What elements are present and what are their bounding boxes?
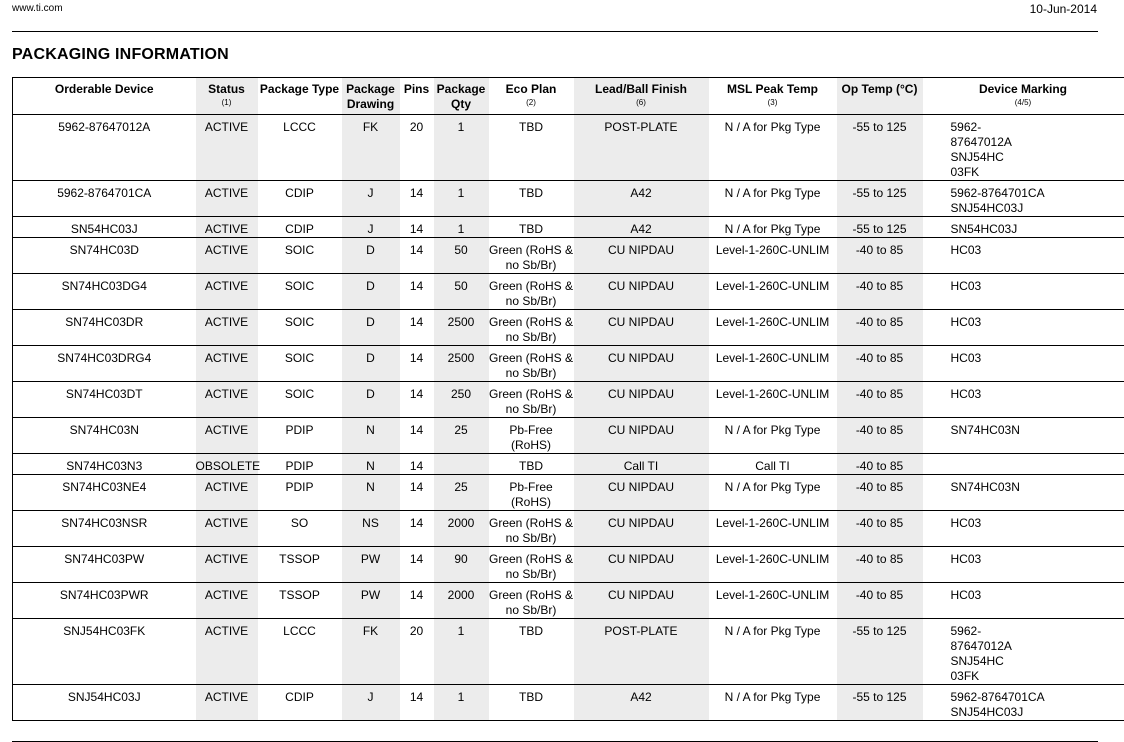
table-row (13, 511, 1124, 547)
device-marking-line: HC03 (950, 315, 982, 329)
eco-plan-cell: Green (RoHS & no Sb/Br) (489, 346, 574, 382)
op-temp-cell: -40 to 85 (837, 475, 923, 511)
device-marking-cell (923, 238, 1124, 274)
qty-cell: 1 (434, 181, 489, 217)
header-rule (12, 31, 1098, 32)
section-title: PACKAGING INFORMATION (12, 46, 229, 63)
column-header-footnote: (6) (636, 98, 646, 107)
op-temp-cell: -40 to 85 (837, 274, 923, 310)
drawing-cell: J (342, 181, 400, 217)
finish-cell: CU NIPDAU (574, 310, 709, 346)
op-temp-cell: -40 to 85 (837, 454, 923, 475)
device-marking-line: 5962- (950, 120, 982, 134)
device-cell: SN74HC03DR (13, 310, 196, 346)
eco-plan-cell: Green (RoHS & no Sb/Br) (489, 583, 574, 619)
status-cell: ACTIVE (196, 238, 258, 274)
qty-cell: 2500 (434, 346, 489, 382)
drawing-cell: N (342, 475, 400, 511)
qty-cell: 2000 (434, 511, 489, 547)
device-marking-line: SN74HC03N (950, 480, 1020, 494)
device-marking-cell (923, 475, 1124, 511)
status-cell: ACTIVE (196, 181, 258, 217)
op-temp-cell: -40 to 85 (837, 238, 923, 274)
drawing-cell: NS (342, 511, 400, 547)
eco-plan-cell: Green (RoHS & no Sb/Br) (489, 547, 574, 583)
pins-cell: 14 (400, 181, 434, 217)
finish-cell: CU NIPDAU (574, 547, 709, 583)
op-temp-cell: -55 to 125 (837, 685, 923, 721)
column-header-package-type (258, 78, 342, 115)
drawing-cell: FK (342, 619, 400, 685)
device-cell: SN74HC03N (13, 418, 196, 454)
eco-plan-cell: TBD (489, 217, 574, 238)
device-marking-line: SNJ54HC03J (950, 705, 1024, 719)
qty-cell: 1 (434, 217, 489, 238)
device-marking-line: SNJ54HC (950, 150, 1004, 164)
pins-cell: 20 (400, 115, 434, 181)
column-header-label: Orderable Device (54, 82, 154, 96)
qty-cell: 25 (434, 418, 489, 454)
eco-plan-cell: Green (RoHS & no Sb/Br) (489, 511, 574, 547)
op-temp-cell: -55 to 125 (837, 181, 923, 217)
device-marking-cell (923, 619, 1124, 685)
table-body (13, 115, 1124, 721)
column-header-pins (400, 78, 434, 115)
table-row (13, 382, 1124, 418)
table-row (13, 454, 1124, 475)
pins-cell: 14 (400, 238, 434, 274)
qty-cell: 25 (434, 475, 489, 511)
column-header-op-temp (837, 78, 923, 115)
qty-cell (434, 454, 489, 475)
op-temp-cell: -40 to 85 (837, 511, 923, 547)
eco-plan-cell: TBD (489, 454, 574, 475)
device-marking-cell (923, 511, 1124, 547)
drawing-cell: D (342, 274, 400, 310)
status-cell: ACTIVE (196, 547, 258, 583)
package-type-cell: SOIC (258, 382, 342, 418)
drawing-cell: FK (342, 115, 400, 181)
table-row (13, 238, 1124, 274)
msl-cell: Level-1-260C-UNLIM (709, 238, 837, 274)
device-cell: SN74HC03DG4 (13, 274, 196, 310)
package-type-cell: CDIP (258, 685, 342, 721)
column-header-footnote: (4/5) (1014, 98, 1032, 107)
status-cell: ACTIVE (196, 115, 258, 181)
device-cell: SN74HC03DRG4 (13, 346, 196, 382)
column-header-orderable-device (13, 78, 196, 115)
package-type-cell: SOIC (258, 274, 342, 310)
drawing-cell: D (342, 310, 400, 346)
msl-cell: Call TI (709, 454, 837, 475)
finish-cell: A42 (574, 685, 709, 721)
msl-cell: Level-1-260C-UNLIM (709, 511, 837, 547)
device-marking-line: HC03 (950, 279, 982, 293)
column-header-label: Package Drawing (346, 82, 395, 111)
device-marking-cell (923, 310, 1124, 346)
msl-cell: Level-1-260C-UNLIM (709, 547, 837, 583)
msl-cell: N / A for Pkg Type (709, 217, 837, 238)
device-cell: SN74HC03PW (13, 547, 196, 583)
status-cell: ACTIVE (196, 382, 258, 418)
device-marking-cell (923, 583, 1124, 619)
drawing-cell: N (342, 418, 400, 454)
device-cell: SN74HC03DT (13, 382, 196, 418)
column-header-lead-ball-finish (574, 78, 709, 115)
device-marking-cell (923, 685, 1124, 721)
msl-cell: N / A for Pkg Type (709, 418, 837, 454)
column-header-label: Op Temp (°C) (841, 82, 918, 96)
eco-plan-cell: Pb-Free (RoHS) (489, 475, 574, 511)
drawing-cell: PW (342, 547, 400, 583)
drawing-cell: J (342, 217, 400, 238)
device-marking-line: SNJ54HC03J (950, 201, 1024, 215)
pins-cell: 14 (400, 583, 434, 619)
finish-cell: POST-PLATE (574, 115, 709, 181)
package-type-cell: TSSOP (258, 583, 342, 619)
op-temp-cell: -40 to 85 (837, 310, 923, 346)
column-header-label: Eco Plan (505, 82, 557, 96)
table-row (13, 346, 1124, 382)
status-cell: ACTIVE (196, 583, 258, 619)
drawing-cell: D (342, 382, 400, 418)
op-temp-cell: -55 to 125 (837, 115, 923, 181)
op-temp-cell: -40 to 85 (837, 382, 923, 418)
packaging-table (12, 77, 1124, 721)
op-temp-cell: -55 to 125 (837, 619, 923, 685)
pins-cell: 14 (400, 511, 434, 547)
msl-cell: Level-1-260C-UNLIM (709, 382, 837, 418)
drawing-cell: J (342, 685, 400, 721)
status-cell: ACTIVE (196, 511, 258, 547)
table-row (13, 685, 1124, 721)
finish-cell: Call TI (574, 454, 709, 475)
status-cell: ACTIVE (196, 346, 258, 382)
pins-cell: 14 (400, 274, 434, 310)
column-header-footnote: (1) (221, 98, 232, 107)
column-header-device-marking (923, 78, 1124, 115)
device-marking-line: SN74HC03N (950, 423, 1020, 437)
device-cell: 5962-8764701CA (13, 181, 196, 217)
package-type-cell: SOIC (258, 310, 342, 346)
op-temp-cell: -40 to 85 (837, 547, 923, 583)
device-marking-line: 03FK (950, 165, 980, 179)
device-marking-line: 5962-8764701CA (950, 690, 1045, 704)
eco-plan-cell: TBD (489, 685, 574, 721)
qty-cell: 250 (434, 382, 489, 418)
finish-cell: A42 (574, 181, 709, 217)
status-cell: ACTIVE (196, 619, 258, 685)
column-header-label: Device Marking (978, 82, 1068, 96)
eco-plan-cell: Green (RoHS & no Sb/Br) (489, 310, 574, 346)
msl-cell: Level-1-260C-UNLIM (709, 310, 837, 346)
qty-cell: 2000 (434, 583, 489, 619)
eco-plan-cell: TBD (489, 115, 574, 181)
table-row (13, 274, 1124, 310)
msl-cell: Level-1-260C-UNLIM (709, 583, 837, 619)
finish-cell: CU NIPDAU (574, 382, 709, 418)
finish-cell: CU NIPDAU (574, 511, 709, 547)
column-header-label: Pins (403, 82, 430, 96)
table-row (13, 310, 1124, 346)
status-cell: ACTIVE (196, 274, 258, 310)
op-temp-cell: -40 to 85 (837, 583, 923, 619)
device-marking-line: SN54HC03J (950, 222, 1018, 236)
status-cell: ACTIVE (196, 310, 258, 346)
qty-cell: 50 (434, 238, 489, 274)
eco-plan-cell: Green (RoHS & no Sb/Br) (489, 382, 574, 418)
device-marking-line: SNJ54HC (950, 654, 1004, 668)
device-cell: SNJ54HC03J (13, 685, 196, 721)
status-cell: ACTIVE (196, 685, 258, 721)
document-date: 10-Jun-2014 (1029, 2, 1097, 16)
package-type-cell: PDIP (258, 454, 342, 475)
drawing-cell: D (342, 238, 400, 274)
package-type-cell: PDIP (258, 418, 342, 454)
device-marking-cell (923, 454, 1124, 475)
device-cell: SN54HC03J (13, 217, 196, 238)
msl-cell: Level-1-260C-UNLIM (709, 346, 837, 382)
status-cell: ACTIVE (196, 217, 258, 238)
pins-cell: 14 (400, 217, 434, 238)
device-cell: SNJ54HC03FK (13, 619, 196, 685)
eco-plan-cell: Green (RoHS & no Sb/Br) (489, 238, 574, 274)
device-cell: SN74HC03D (13, 238, 196, 274)
table-header-row (13, 78, 1124, 115)
column-header-status (196, 78, 258, 115)
finish-cell: CU NIPDAU (574, 346, 709, 382)
eco-plan-cell: TBD (489, 619, 574, 685)
finish-cell: A42 (574, 217, 709, 238)
device-marking-line: 03FK (950, 669, 980, 683)
qty-cell: 1 (434, 115, 489, 181)
finish-cell: CU NIPDAU (574, 418, 709, 454)
qty-cell: 2500 (434, 310, 489, 346)
package-type-cell: LCCC (258, 619, 342, 685)
finish-cell: CU NIPDAU (574, 475, 709, 511)
qty-cell: 50 (434, 274, 489, 310)
pins-cell: 14 (400, 475, 434, 511)
column-header-package-qty (434, 78, 489, 115)
device-cell: 5962-87647012A (13, 115, 196, 181)
device-marking-cell (923, 547, 1124, 583)
pins-cell: 14 (400, 346, 434, 382)
finish-cell: CU NIPDAU (574, 238, 709, 274)
qty-cell: 90 (434, 547, 489, 583)
finish-cell: POST-PLATE (574, 619, 709, 685)
column-header-footnote: (3) (767, 98, 778, 107)
pins-cell: 14 (400, 454, 434, 475)
device-marking-line: HC03 (950, 588, 982, 602)
op-temp-cell: -40 to 85 (837, 418, 923, 454)
column-header-label: Package Type (259, 82, 340, 96)
status-cell: ACTIVE (196, 418, 258, 454)
msl-cell: N / A for Pkg Type (709, 685, 837, 721)
column-header-package-drawing (342, 78, 400, 115)
table-row (13, 181, 1124, 217)
pins-cell: 14 (400, 547, 434, 583)
package-type-cell: CDIP (258, 217, 342, 238)
pins-cell: 14 (400, 685, 434, 721)
device-cell: SN74HC03NSR (13, 511, 196, 547)
column-header-label: Status (208, 82, 245, 96)
column-header-label: Lead/Ball Finish (594, 82, 687, 96)
device-marking-cell (923, 217, 1124, 238)
device-marking-line: HC03 (950, 351, 982, 365)
package-type-cell: PDIP (258, 475, 342, 511)
column-header-eco-plan (489, 78, 574, 115)
msl-cell: N / A for Pkg Type (709, 115, 837, 181)
device-cell: SN74HC03PWR (13, 583, 196, 619)
drawing-cell: D (342, 346, 400, 382)
column-header-msl-peak-temp (709, 78, 837, 115)
column-header-label: MSL Peak Temp (727, 82, 818, 96)
msl-cell: Level-1-260C-UNLIM (709, 274, 837, 310)
op-temp-cell: -55 to 125 (837, 217, 923, 238)
eco-plan-cell: Green (RoHS & no Sb/Br) (489, 274, 574, 310)
table-row (13, 115, 1124, 181)
device-cell: SN74HC03N3 (13, 454, 196, 475)
pins-cell: 14 (400, 310, 434, 346)
device-marking-cell (923, 115, 1124, 181)
device-marking-line: HC03 (950, 243, 982, 257)
table-row (13, 418, 1124, 454)
finish-cell: CU NIPDAU (574, 583, 709, 619)
column-header-label: Package Qty (436, 82, 486, 111)
package-type-cell: TSSOP (258, 547, 342, 583)
drawing-cell: N (342, 454, 400, 475)
package-type-cell: SO (258, 511, 342, 547)
msl-cell: N / A for Pkg Type (709, 181, 837, 217)
device-marking-cell (923, 418, 1124, 454)
site-url: www.ti.com (12, 3, 63, 14)
status-cell: ACTIVE (196, 475, 258, 511)
device-marking-cell (923, 382, 1124, 418)
op-temp-cell: -40 to 85 (837, 346, 923, 382)
device-marking-cell (923, 346, 1124, 382)
device-marking-line: 87647012A (950, 135, 1012, 149)
qty-cell: 1 (434, 685, 489, 721)
table-row (13, 547, 1124, 583)
column-header-footnote: (2) (526, 98, 536, 107)
eco-plan-cell: Pb-Free (RoHS) (489, 418, 574, 454)
qty-cell: 1 (434, 619, 489, 685)
table-row (13, 217, 1124, 238)
pins-cell: 14 (400, 382, 434, 418)
status-cell: OBSOLETE (196, 454, 258, 475)
device-marking-line: HC03 (950, 516, 982, 530)
table-row (13, 583, 1124, 619)
device-marking-line: 5962-8764701CA (950, 186, 1045, 200)
msl-cell: N / A for Pkg Type (709, 619, 837, 685)
device-cell: SN74HC03NE4 (13, 475, 196, 511)
package-type-cell: LCCC (258, 115, 342, 181)
device-marking-cell (923, 274, 1124, 310)
table-row (13, 475, 1124, 511)
msl-cell: N / A for Pkg Type (709, 475, 837, 511)
device-marking-line: 87647012A (950, 639, 1012, 653)
device-marking-line: HC03 (950, 387, 982, 401)
device-marking-cell (923, 181, 1124, 217)
finish-cell: CU NIPDAU (574, 274, 709, 310)
package-type-cell: CDIP (258, 181, 342, 217)
package-type-cell: SOIC (258, 346, 342, 382)
eco-plan-cell: TBD (489, 181, 574, 217)
table-row (13, 619, 1124, 685)
device-marking-line: HC03 (950, 552, 982, 566)
package-type-cell: SOIC (258, 238, 342, 274)
pins-cell: 14 (400, 418, 434, 454)
device-marking-line: 5962- (950, 624, 982, 638)
pins-cell: 20 (400, 619, 434, 685)
drawing-cell: PW (342, 583, 400, 619)
